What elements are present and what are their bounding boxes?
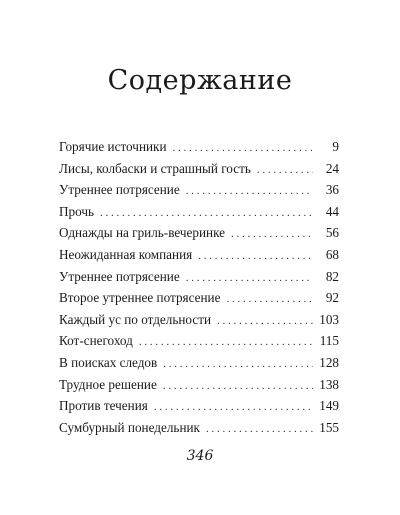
toc-entry-page: 82 bbox=[325, 268, 339, 284]
toc-entry-title: Сумбурный понедельник bbox=[59, 419, 200, 435]
dot-leader bbox=[173, 138, 313, 160]
table-of-contents bbox=[59, 136, 339, 438]
toc-entry bbox=[59, 244, 339, 266]
toc-entry-title: Трудное решение bbox=[59, 376, 157, 392]
toc-entry-title: В поисках следов bbox=[59, 354, 158, 370]
dot-leader bbox=[100, 203, 313, 225]
toc-entry bbox=[59, 266, 339, 288]
dot-leader bbox=[226, 289, 313, 311]
toc-entry-page: 44 bbox=[325, 203, 339, 219]
toc-entry-title: Горячие источники bbox=[59, 139, 167, 154]
toc-entry-title: Каждый ус по отдельности bbox=[59, 311, 212, 327]
dot-leader bbox=[163, 376, 313, 398]
toc-entry-title: Против течения bbox=[59, 398, 148, 414]
dot-leader bbox=[163, 354, 313, 376]
dot-leader bbox=[257, 160, 313, 182]
toc-entry bbox=[59, 136, 339, 158]
toc-entry bbox=[59, 201, 339, 223]
toc-entry-page: 92 bbox=[325, 290, 339, 306]
toc-entry bbox=[59, 287, 339, 309]
page-title: Содержание bbox=[107, 65, 293, 97]
dot-leader bbox=[217, 311, 313, 333]
toc-entry-title: Прочь bbox=[59, 203, 95, 219]
dot-leader bbox=[139, 332, 313, 354]
dot-leader bbox=[231, 224, 313, 246]
toc-entry bbox=[59, 309, 339, 331]
toc-entry-page: 128 bbox=[319, 354, 339, 370]
toc-entry bbox=[59, 222, 339, 244]
dot-leader bbox=[198, 246, 313, 268]
dot-leader bbox=[206, 419, 313, 441]
toc-entry-page: 56 bbox=[325, 225, 339, 241]
dot-leader bbox=[154, 397, 313, 419]
toc-entry-title: Лисы, колбаски и страшный гость bbox=[59, 160, 251, 176]
toc-entry bbox=[59, 395, 339, 417]
toc-entry-title: Неожиданная компания bbox=[59, 246, 193, 262]
toc-entry-title: Однажды на гриль-вечеринке bbox=[59, 225, 226, 241]
toc-entry-page: 9 bbox=[332, 139, 339, 154]
toc-entry-title: Второе утреннее потрясение bbox=[59, 290, 221, 306]
toc-entry-title: Утреннее потрясение bbox=[59, 268, 180, 284]
toc-entry-page: 149 bbox=[319, 398, 339, 414]
dot-leader bbox=[186, 181, 313, 203]
page-number: 346 bbox=[186, 448, 214, 464]
toc-entry bbox=[59, 374, 339, 396]
toc-entry bbox=[59, 352, 339, 374]
toc-entry-page: 155 bbox=[319, 419, 339, 435]
toc-entry-title: Утреннее потрясение bbox=[59, 182, 180, 198]
toc-entry-page: 36 bbox=[325, 182, 339, 198]
toc-entry-title: Кот-снегоход bbox=[59, 333, 133, 349]
toc-entry bbox=[59, 417, 339, 439]
toc-entry bbox=[59, 330, 339, 352]
toc-entry-page: 103 bbox=[319, 311, 339, 327]
toc-entry-page: 115 bbox=[319, 333, 339, 349]
toc-entry bbox=[59, 158, 339, 180]
dot-leader bbox=[186, 268, 313, 290]
toc-entry bbox=[59, 179, 339, 201]
toc-entry-page: 68 bbox=[325, 246, 339, 262]
toc-entry-page: 138 bbox=[319, 376, 339, 392]
toc-entry-page: 24 bbox=[325, 160, 339, 176]
